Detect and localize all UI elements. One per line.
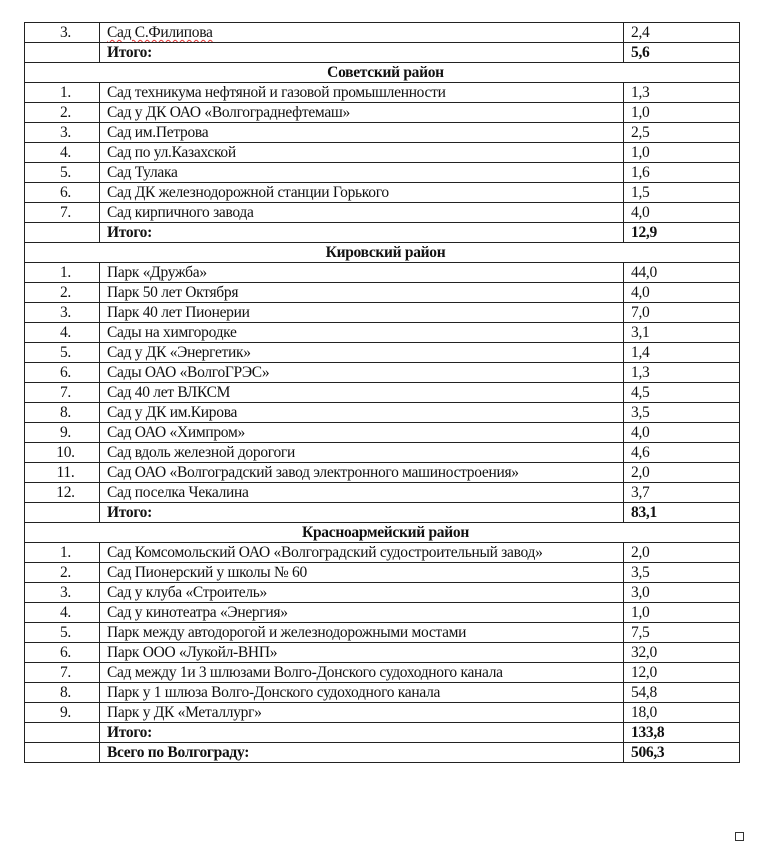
row-number: 8. [25,683,100,703]
row-number: 10. [25,443,100,463]
row-area: 1,0 [624,103,740,123]
row-name: Сад между 1и 3 шлюзами Волго-Донского судоходного канала [100,663,624,683]
row-area: 7,5 [624,623,740,643]
table-row [25,563,740,583]
grand-total-value: 506,3 [624,743,740,763]
table-row [25,303,740,323]
row-name: Парк у 1 шлюза Волго-Донского судоходного канала [100,683,624,703]
row-number: 5. [25,343,100,363]
row-number: 5. [25,623,100,643]
subtotal-value: 133,8 [624,723,740,743]
row-name: Сад по ул.Казахской [100,143,624,163]
table-row [25,183,740,203]
subtotal-label: Итого: [100,43,624,63]
row-name-text: Сад С.Филипова [107,24,213,41]
row-area: 2,5 [624,123,740,143]
table-row [25,363,740,383]
table-row [25,323,740,343]
row-number: 2. [25,563,100,583]
table-row [25,403,740,423]
district-title: Советский район [25,63,740,83]
row-area: 2,0 [624,463,740,483]
row-number: 2. [25,283,100,303]
district-title: Красноармейский район [25,523,740,543]
row-number: 9. [25,703,100,723]
row-number: 3. [25,123,100,143]
table-row [25,443,740,463]
row-name: Сад ОАО «Химпром» [100,423,624,443]
table-row [25,23,740,43]
row-name: Сад вдоль железной дорогоги [100,443,624,463]
row-number: 1. [25,543,100,563]
row-area: 1,4 [624,343,740,363]
row-area: 12,0 [624,663,740,683]
row-number: 3. [25,583,100,603]
row-number: 4. [25,323,100,343]
row-area: 4,0 [624,283,740,303]
row-name: Сад кирпичного завода [100,203,624,223]
row-name: Сады на химгородке [100,323,624,343]
subtotal-value: 12,9 [624,223,740,243]
empty-cell [25,723,100,743]
row-name: Сад у ДК ОАО «Волгограднефтемаш» [100,103,624,123]
row-number: 1. [25,83,100,103]
table-row [25,583,740,603]
row-name: Сад Тулака [100,163,624,183]
row-name [100,23,624,43]
row-number: 3. [25,303,100,323]
row-area: 18,0 [624,703,740,723]
row-area: 2,0 [624,543,740,563]
row-area: 4,6 [624,443,740,463]
row-name: Сад поселка Чекалина [100,483,624,503]
row-name: Парк 40 лет Пионерии [100,303,624,323]
row-name: Парк «Дружба» [100,263,624,283]
row-name: Сад ОАО «Волгоградский завод электронного машиностроения» [100,463,624,483]
row-name: Сад у клуба «Строитель» [100,583,624,603]
row-number: 7. [25,383,100,403]
row-name: Сад у ДК им.Кирова [100,403,624,423]
row-area: 3,5 [624,403,740,423]
row-name: Парк у ДК «Металлург» [100,703,624,723]
row-name: Парк ООО «Лукойл-ВНП» [100,643,624,663]
row-area: 3,7 [624,483,740,503]
subtotal-label: Итого: [100,223,624,243]
row-number: 4. [25,143,100,163]
row-name: Сад Пионерский у школы № 60 [100,563,624,583]
row-number: 2. [25,103,100,123]
row-area: 1,3 [624,363,740,383]
row-number: 12. [25,483,100,503]
row-number: 6. [25,363,100,383]
row-name: Парк 50 лет Октября [100,283,624,303]
row-area: 1,3 [624,83,740,103]
subtotal-row [25,43,740,63]
subtotal-row [25,503,740,523]
row-area: 54,8 [624,683,740,703]
table-row [25,163,740,183]
grand-total-label: Всего по Волгограду: [100,743,624,763]
row-number: 7. [25,663,100,683]
table-row [25,703,740,723]
table-row [25,343,740,363]
row-area: 3,5 [624,563,740,583]
table-row [25,203,740,223]
row-name: Сад им.Петрова [100,123,624,143]
row-area: 2,4 [624,23,740,43]
table-row [25,683,740,703]
table-row [25,643,740,663]
table-row [25,543,740,563]
row-number: 8. [25,403,100,423]
row-area: 1,5 [624,183,740,203]
table-resize-handle[interactable] [735,832,744,841]
row-name: Сад у ДК «Энергетик» [100,343,624,363]
empty-cell [25,43,100,63]
subtotal-value: 83,1 [624,503,740,523]
table-row [25,83,740,103]
subtotal-row [25,223,740,243]
row-number: 3. [25,23,100,43]
row-number: 6. [25,643,100,663]
row-number: 5. [25,163,100,183]
table-row [25,123,740,143]
table-row [25,463,740,483]
row-area: 4,0 [624,423,740,443]
empty-cell [25,223,100,243]
row-name: Сад Комсомольский ОАО «Волгоградский судостроительный завод» [100,543,624,563]
empty-cell [25,743,100,763]
row-area: 1,0 [624,603,740,623]
row-name: Сад 40 лет ВЛКСМ [100,383,624,403]
row-area: 1,6 [624,163,740,183]
row-number: 1. [25,263,100,283]
table-row [25,623,740,643]
district-header-row [25,523,740,543]
subtotal-label: Итого: [100,723,624,743]
row-area: 4,5 [624,383,740,403]
gardens-table [24,22,740,763]
row-area: 3,1 [624,323,740,343]
district-header-row [25,63,740,83]
table-row [25,263,740,283]
district-header-row [25,243,740,263]
row-name: Сад у кинотеатра «Энергия» [100,603,624,623]
row-number: 6. [25,183,100,203]
table-row [25,143,740,163]
row-name: Парк между автодорогой и железнодорожными мостами [100,623,624,643]
table-row [25,603,740,623]
row-area: 44,0 [624,263,740,283]
subtotal-value: 5,6 [624,43,740,63]
row-name: Сад техникума нефтяной и газовой промышленности [100,83,624,103]
row-area: 3,0 [624,583,740,603]
subtotal-row [25,723,740,743]
row-number: 11. [25,463,100,483]
row-number: 7. [25,203,100,223]
table-row [25,423,740,443]
empty-cell [25,503,100,523]
row-area: 7,0 [624,303,740,323]
row-name: Сады ОАО «ВолгоГРЭС» [100,363,624,383]
table-row [25,283,740,303]
row-name: Сад ДК железнодорожной станции Горького [100,183,624,203]
table-row [25,483,740,503]
row-area: 4,0 [624,203,740,223]
row-number: 4. [25,603,100,623]
row-area: 32,0 [624,643,740,663]
table-row [25,383,740,403]
district-title: Кировский район [25,243,740,263]
grand-total-row [25,743,740,763]
subtotal-label: Итого: [100,503,624,523]
row-area: 1,0 [624,143,740,163]
table-row [25,103,740,123]
table-row [25,663,740,683]
row-number: 9. [25,423,100,443]
